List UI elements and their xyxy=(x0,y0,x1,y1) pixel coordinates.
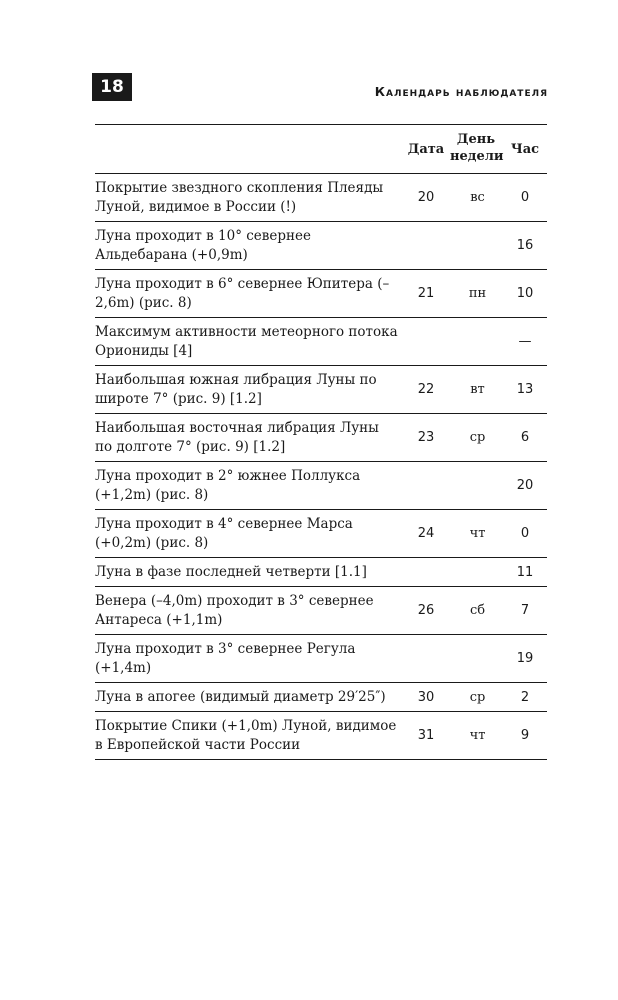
date-cell: 21 xyxy=(417,286,435,301)
weekday-cell: сб xyxy=(469,603,486,618)
hour-cell: 20 xyxy=(516,478,534,493)
weekday-cell: ср xyxy=(469,689,486,705)
table-row xyxy=(95,557,547,586)
events-table xyxy=(95,124,547,760)
event-cell: Луна проходит в 4° севернее Марса (+0,2m) (рис. 8) xyxy=(95,516,353,551)
table-row xyxy=(95,413,547,461)
hour-cell: 9 xyxy=(520,728,530,743)
running-head: Календарь наблюдателя xyxy=(374,84,548,99)
table-header xyxy=(95,124,547,173)
page-number: 18 xyxy=(92,73,132,101)
header-weekday: День недели xyxy=(450,132,504,164)
header-date: Дата xyxy=(407,142,445,157)
hour-cell: 2 xyxy=(520,689,530,705)
event-cell: Покрытие звездного скопления Плеяды Луной, видимое в России (!) xyxy=(95,180,384,215)
table-row xyxy=(95,173,547,221)
table-row xyxy=(95,365,547,413)
weekday-cell: чт xyxy=(469,728,486,743)
date-cell: 30 xyxy=(417,689,435,705)
date-cell: 20 xyxy=(417,190,435,205)
weekday-cell: пн xyxy=(468,286,487,301)
event-cell: Луна проходит в 10° севернее Альдебарана (+0,9m) xyxy=(95,228,311,263)
table-row xyxy=(95,586,547,634)
date-cell: 24 xyxy=(417,526,435,541)
weekday-cell: ср xyxy=(469,430,486,445)
date-cell: 26 xyxy=(417,603,435,618)
event-cell: Луна в фазе последней четверти [1.1] xyxy=(95,564,367,580)
weekday-cell: чт xyxy=(469,526,486,541)
table-row xyxy=(95,711,547,760)
hour-cell: 0 xyxy=(520,190,530,205)
hour-cell: 6 xyxy=(520,430,530,445)
weekday-cell: вс xyxy=(470,190,485,205)
header-hour: Час xyxy=(510,142,540,157)
table-row xyxy=(95,317,547,365)
hour-cell: 19 xyxy=(516,651,534,666)
table-row xyxy=(95,682,547,711)
hour-cell: 0 xyxy=(520,526,530,541)
event-cell: Наибольшая южная либрация Луны по широте 7° (рис. 9) [1.2] xyxy=(95,372,377,407)
date-cell: 22 xyxy=(417,382,435,397)
event-cell: Луна проходит в 2° южнее Поллукса (+1,2m) (рис. 8) xyxy=(95,468,361,503)
table-row xyxy=(95,269,547,317)
event-cell: Венера (–4,0m) проходит в 3° севернее Антареса (+1,1m) xyxy=(95,593,374,628)
weekday-cell: вт xyxy=(470,382,485,397)
event-cell: Луна проходит в 6° севернее Юпитера (–2,6m) (рис. 8) xyxy=(95,276,390,311)
event-cell: Луна в апогее (видимый диаметр 29′25″) xyxy=(95,689,386,705)
event-cell: Луна проходит в 3° севернее Регула (+1,4m) xyxy=(95,641,356,676)
table-body xyxy=(95,173,547,760)
date-cell: 31 xyxy=(417,728,435,743)
date-cell: 23 xyxy=(417,430,435,445)
hour-cell: — xyxy=(518,334,532,349)
hour-cell: 16 xyxy=(516,238,534,253)
hour-cell: 13 xyxy=(516,382,534,397)
hour-cell: 10 xyxy=(516,286,534,301)
event-cell: Покрытие Спики (+1,0m) Луной, видимое в Европейской части России xyxy=(95,718,397,753)
event-cell: Максимум активности метеорного потока Ориониды [4] xyxy=(95,324,398,359)
hour-cell: 11 xyxy=(516,564,534,580)
table-row xyxy=(95,221,547,269)
table-row xyxy=(95,634,547,682)
table-row xyxy=(95,509,547,557)
hour-cell: 7 xyxy=(520,603,530,618)
table-row xyxy=(95,461,547,509)
event-cell: Наибольшая восточная либрация Луны по долготе 7° (рис. 9) [1.2] xyxy=(95,420,379,455)
